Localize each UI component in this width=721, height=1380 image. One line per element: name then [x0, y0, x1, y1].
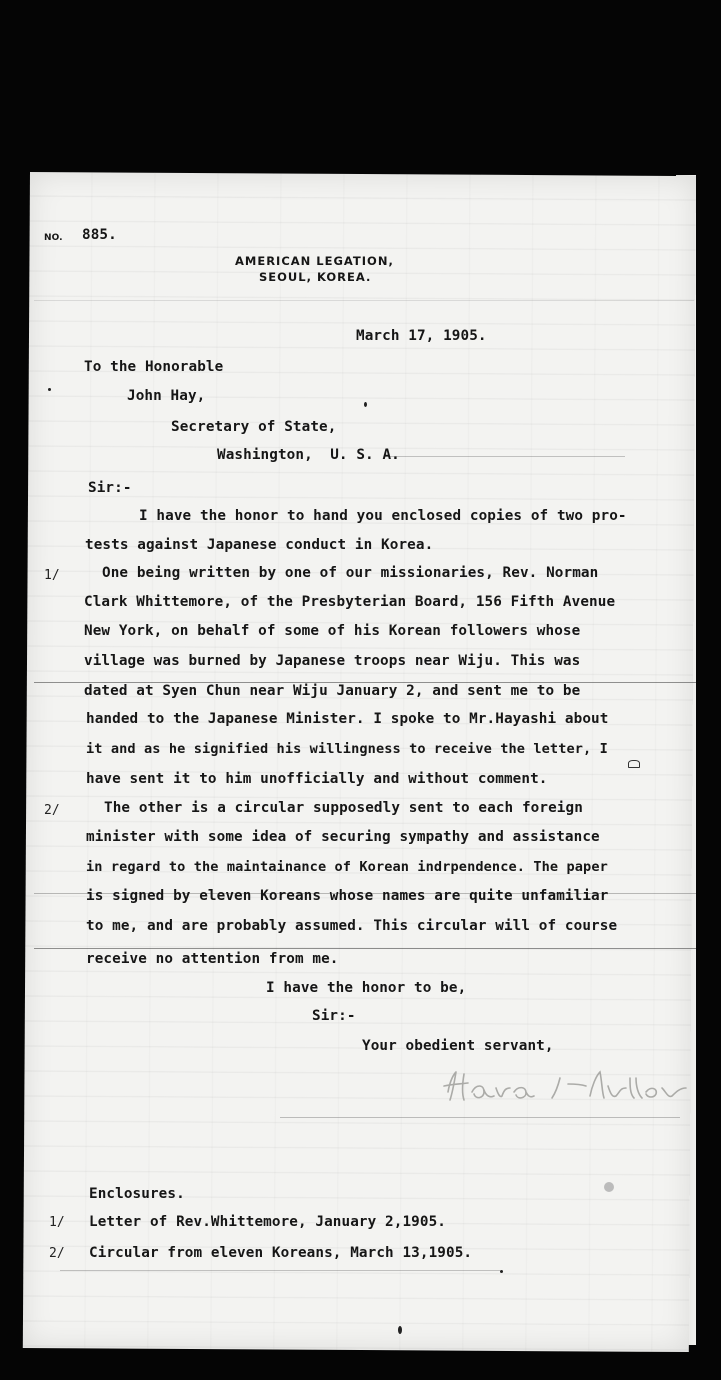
scan-speck: [364, 402, 367, 407]
paper-rule: [385, 456, 625, 457]
scan-speck: [628, 760, 640, 768]
body-line: tests against Japanese conduct in Korea.: [85, 537, 434, 553]
scan-speck: [48, 388, 51, 391]
body-line: dated at Syen Chun near Wiju January 2, and sent me to be: [84, 683, 581, 699]
scan-speck: [604, 1182, 614, 1192]
address-line: Secretary of State,: [171, 419, 337, 435]
body-line: handed to the Japanese Minister. I spoke to Mr.Hayashi about: [86, 711, 609, 727]
closing-line: I have the honor to be,: [266, 980, 467, 996]
enclosure-item: Circular from eleven Koreans, March 13,1905.: [89, 1245, 473, 1261]
body-line: New York, on behalf of some of his Korean followers whose: [84, 623, 581, 639]
handwritten-signature: [440, 1062, 700, 1114]
closing-line: Your obedient servant,: [362, 1038, 554, 1054]
letter-page: [23, 172, 696, 1352]
enclosures-heading: Enclosures.: [89, 1186, 185, 1202]
body-line: it and as he signified his willingness to receive the letter, I: [86, 741, 608, 757]
scan-speck: [500, 1270, 503, 1273]
body-line: is signed by eleven Koreans whose names are quite unfamiliar: [86, 888, 609, 904]
margin-mark: 2/: [49, 1246, 65, 1261]
paper-rule: [280, 1117, 680, 1118]
body-line: One being written by one of our missionaries, Rev. Norman: [102, 565, 599, 581]
margin-mark: 2/: [44, 803, 60, 818]
address-line: To the Honorable: [84, 359, 224, 375]
body-line: minister with some idea of securing sympathy and assistance: [86, 829, 600, 845]
paper-rule: [34, 948, 696, 949]
enclosure-item: Letter of Rev.Whittemore, January 2,1905.: [89, 1214, 447, 1230]
document-number: 885.: [82, 227, 117, 243]
body-line: in regard to the maintainance of Korean indrpendence. The paper: [86, 859, 608, 875]
letterhead-line-2: SEOUL, KOREA.: [259, 270, 372, 284]
body-line: Clark Whittemore, of the Presbyterian Board, 156 Fifth Avenue: [84, 594, 616, 610]
margin-mark: 1/: [49, 1215, 65, 1230]
body-line: village was burned by Japanese troops near Wiju. This was: [84, 653, 581, 669]
body-line: to me, and are probably assumed. This circular will of course: [86, 918, 618, 934]
paper-rule: [34, 300, 694, 301]
scan-speck: [398, 1326, 402, 1334]
margin-mark: 1/: [44, 568, 60, 583]
address-line: John Hay,: [127, 388, 206, 404]
closing-line: Sir:-: [312, 1008, 356, 1024]
body-line: I have the honor to hand you enclosed copies of two pro-: [139, 508, 627, 524]
letterhead-line-1: AMERICAN LEGATION,: [235, 254, 394, 268]
body-line: receive no attention from me.: [86, 951, 339, 967]
document-number-label: NO.: [44, 233, 63, 243]
paper-rule: [60, 1270, 500, 1271]
letter-date: March 17, 1905.: [356, 328, 487, 344]
body-line: The other is a circular supposedly sent to each foreign: [104, 800, 583, 816]
address-line: Washington, U. S. A.: [217, 447, 400, 463]
body-line: have sent it to him unofficially and without comment.: [86, 771, 548, 787]
salutation: Sir:-: [88, 480, 132, 496]
